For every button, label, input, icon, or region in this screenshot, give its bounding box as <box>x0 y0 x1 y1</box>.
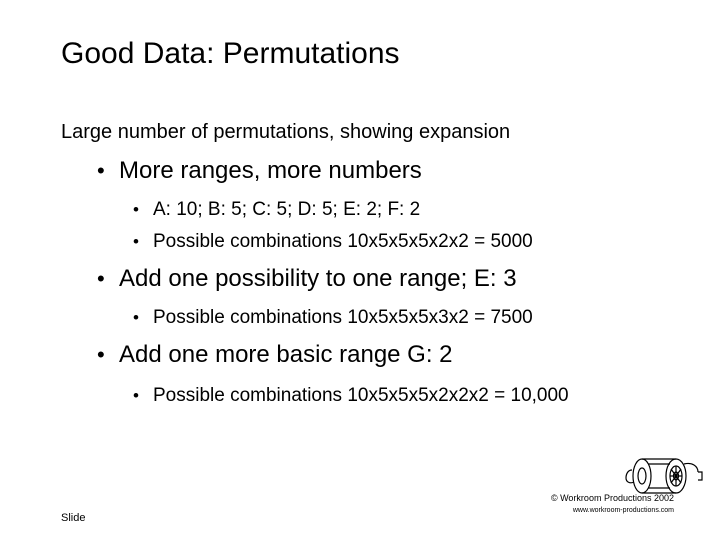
sub-bullet-text: Possible combinations 10x5x5x5x3x2 = 7500 <box>153 307 533 328</box>
sub-bullet-item <box>133 198 421 222</box>
bullet-dot: • <box>133 232 139 251</box>
bullet-dot: • <box>133 200 139 219</box>
bullet-item <box>97 156 422 186</box>
bullet-item <box>97 264 517 294</box>
sub-bullet-item <box>133 382 623 410</box>
bullet-dot: • <box>97 342 105 367</box>
film-reel-icon <box>618 452 708 498</box>
sub-bullet-item <box>133 306 533 330</box>
sub-bullet-text: Possible combinations 10x5x5x5x2x2x2 = 10,000 <box>153 385 569 406</box>
slide-label: Slide <box>61 512 86 524</box>
bullet-dot: • <box>97 266 105 291</box>
sub-bullet-text: A: 10; B: 5; C: 5; D: 5; E: 2; F: 2 <box>153 199 421 220</box>
bullet-dot: • <box>97 158 105 183</box>
sub-bullet-text: Possible combinations 10x5x5x5x2x2 = 5000 <box>153 231 533 252</box>
intro-text: Large number of permutations, showing expansion <box>61 121 511 143</box>
bullet-item <box>97 340 453 370</box>
bullet-text: Add one possibility to one range; E: 3 <box>119 265 517 292</box>
bullet-text: Add one more basic range G: 2 <box>119 341 453 368</box>
copyright-text: © Workroom Productions 2002 <box>550 493 674 503</box>
sub-bullet-item <box>133 230 533 254</box>
bullet-text: More ranges, more numbers <box>119 157 422 184</box>
bullet-dot: • <box>133 308 139 327</box>
footer-url: www.workroom-productions.com <box>572 507 674 514</box>
bullet-dot: • <box>133 386 139 405</box>
slide-title: Good Data: Permutations <box>61 37 400 70</box>
